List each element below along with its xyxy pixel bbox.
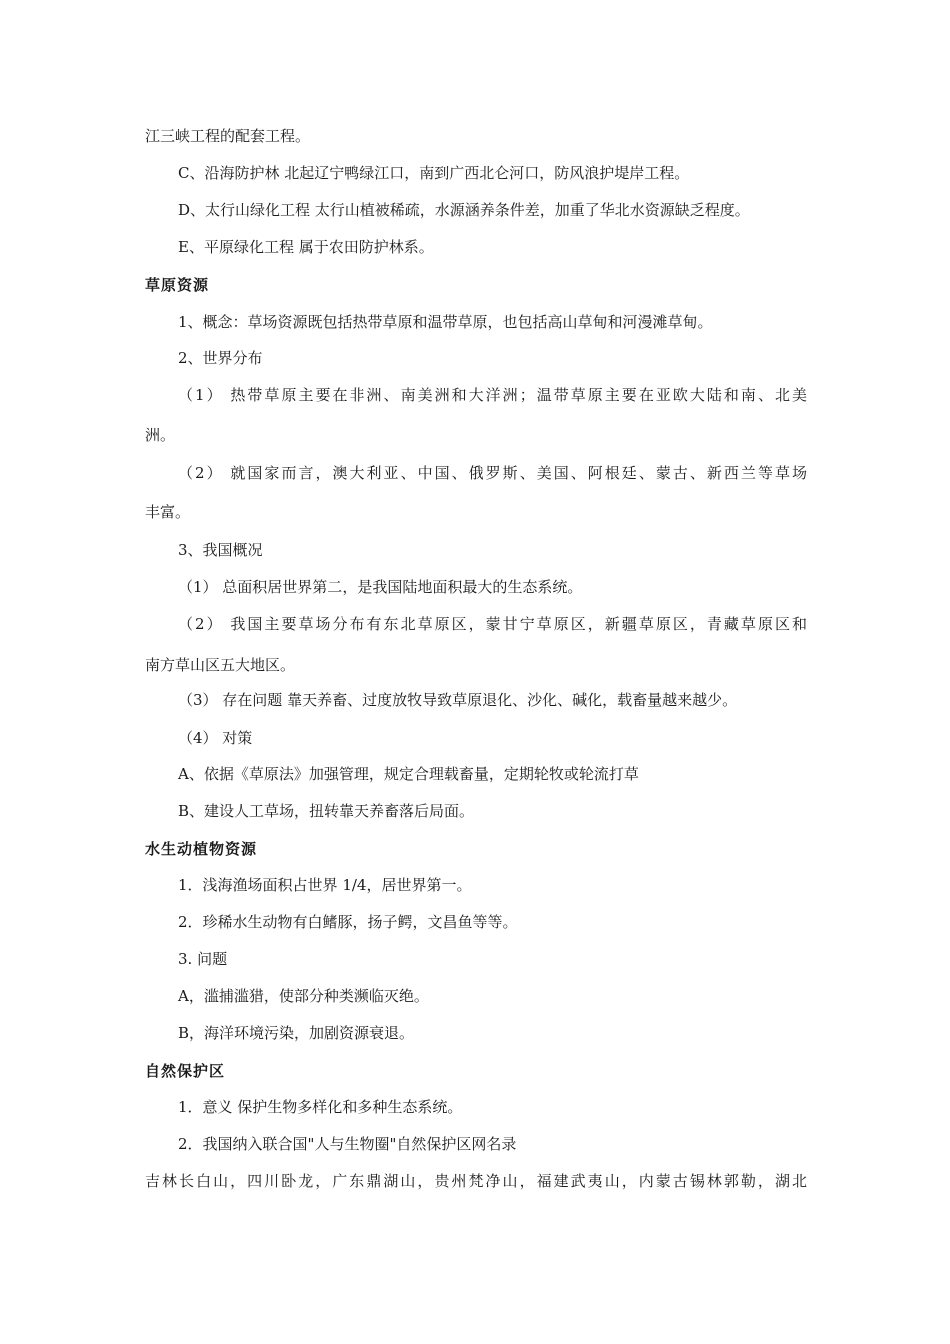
text-line: 1．意义 保护生物多样化和多种生态系统。 [178, 1098, 463, 1116]
text-line: 2、世界分布 [178, 349, 263, 367]
text-line: （1） 热带草原主要在非洲、南美洲和大洋洲；温带草原主要在亚欧大陆和南、北美 [178, 386, 807, 404]
text-line: （2） 就国家而言，澳大利亚、中国、俄罗斯、美国、阿根廷、蒙古、新西兰等草场 [178, 464, 807, 482]
section-heading: 草原资源 [145, 276, 210, 294]
text-line: B，海洋环境污染，加剧资源衰退。 [178, 1024, 415, 1042]
text-line: A、依据《草原法》加强管理，规定合理载畜量，定期轮牧或轮流打草 [178, 765, 639, 783]
text-line: 3. 问题 [178, 950, 228, 968]
text-line: D、太行山绿化工程 太行山植被稀疏，水源涵养条件差，加重了华北水资源缺乏程度。 [178, 201, 750, 219]
text-line: （2） 我国主要草场分布有东北草原区，蒙甘宁草原区，新疆草原区，青藏草原区和 [178, 615, 807, 633]
text-line: 丰富。 [145, 503, 191, 521]
text-line: 吉林长白山，四川卧龙，广东鼎湖山，贵州梵净山，福建武夷山，内蒙古锡林郭勒，湖北 [145, 1172, 807, 1190]
text-line: B、建设人工草场，扭转靠天养畜落后局面。 [178, 802, 475, 820]
text-line: 2．我国纳入联合国"人与生物圈"自然保护区网名录 [178, 1135, 517, 1153]
text-line: （4） 对策 [178, 729, 253, 747]
text-line: 3、我国概况 [178, 541, 263, 559]
text-line: C、沿海防护林 北起辽宁鸭绿江口，南到广西北仑河口，防风浪护堤岸工程。 [178, 164, 690, 182]
text-line: 1、概念：草场资源既包括热带草原和温带草原，也包括高山草甸和河漫滩草甸。 [178, 313, 713, 331]
text-line: 江三峡工程的配套工程。 [145, 127, 311, 145]
text-line: 1．浅海渔场面积占世界 1/4，居世界第一。 [178, 876, 472, 894]
text-line: 2．珍稀水生动物有白鳍豚，扬子鳄，文昌鱼等等。 [178, 913, 518, 931]
text-line: A，滥捕滥猎，使部分种类濒临灭绝。 [178, 987, 429, 1005]
text-line: 南方草山区五大地区。 [145, 656, 296, 674]
text-line: 洲。 [145, 426, 176, 444]
text-line: （1） 总面积居世界第二，是我国陆地面积最大的生态系统。 [178, 578, 583, 596]
section-heading: 水生动植物资源 [145, 840, 258, 858]
section-heading: 自然保护区 [145, 1062, 226, 1080]
text-line: （3） 存在问题 靠天养畜、过度放牧导致草原退化、沙化、碱化，载畜量越来越少。 [178, 691, 738, 709]
text-line: E、平原绿化工程 属于农田防护林系。 [178, 238, 434, 256]
